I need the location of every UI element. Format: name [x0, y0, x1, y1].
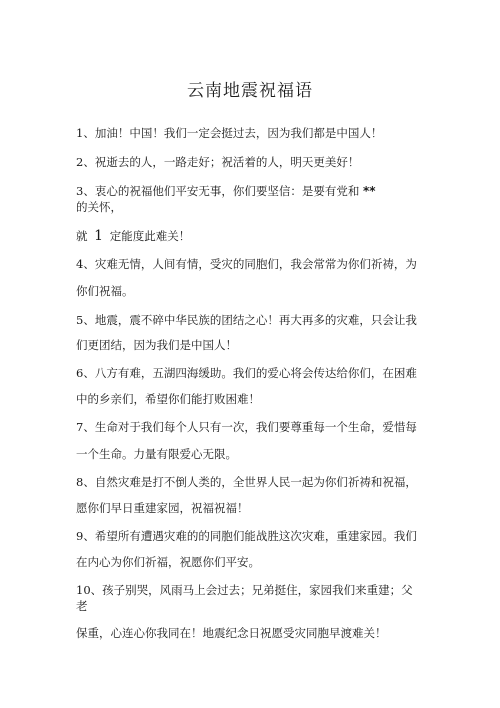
blessing-line: 5、地震，震不碎中华民族的团结之心！再大再多的灾难，只会让我	[76, 313, 417, 327]
blessing-line: 10、孩子别哭，风雨马上会过去；兄弟挺住，家园我们来重建；父	[76, 583, 413, 597]
blessing-line: 的关怀，	[76, 200, 122, 214]
blessing-line	[76, 229, 190, 243]
blessing-line: 8、自然灾难是打不倒人类的，全世界人民一起为你们祈祷和祝福，	[76, 475, 417, 489]
blessing-line: 6、八方有难，五湖四海缓助。我们的爱心将会传达给你们，在困难	[76, 366, 417, 380]
blessing-line: 在内心为你们祈福，祝愿你们平安。	[76, 555, 260, 569]
stray-mark: **	[363, 184, 376, 198]
line-text: 定能度此难关！	[109, 229, 191, 243]
line-prefix: 就	[76, 229, 88, 243]
blessing-line: 们更团结，因为我们是中国人！	[76, 338, 237, 352]
blessing-line: 中的乡亲们，希望你们能打败困难！	[76, 392, 260, 406]
blessing-line: 4、灾难无情，人间有情，受灾的同胞们，我会常常为你们祈祷，为	[76, 257, 417, 271]
prefix-number: 1	[94, 228, 104, 244]
blessing-line: 老	[76, 599, 88, 613]
blessing-line: 3、衷心的祝福他们平安无事，你们要坚信：是要有党和	[76, 184, 360, 198]
blessing-line: 一个生命。力量有限爱心无限。	[76, 447, 237, 461]
blessing-line: 9、希望所有遭遇灾难的的同胞们能战胜这次灾难，重建家园。我们	[76, 529, 417, 543]
document-title: 云南地震祝福语	[187, 81, 313, 101]
blessing-line: 7、生命对于我们每个人只有一次，我们要尊重每一个生命，爱惜每	[76, 420, 417, 434]
blessing-line: 愿你们早日重建家园，祝福祝福！	[76, 501, 249, 515]
blessing-line: 你们祝福。	[76, 284, 134, 298]
blessing-line: 1、加油！中国！我们一定会挺过去，因为我们都是中国人！	[76, 126, 383, 140]
blessing-line: 2、祝逝去的人，一路走好；祝活着的人，明天更美好！	[76, 155, 360, 169]
blessing-line: 保重，心连心你我同在！地震纪念日祝愿受灾同胞早渡难关！	[76, 626, 387, 640]
